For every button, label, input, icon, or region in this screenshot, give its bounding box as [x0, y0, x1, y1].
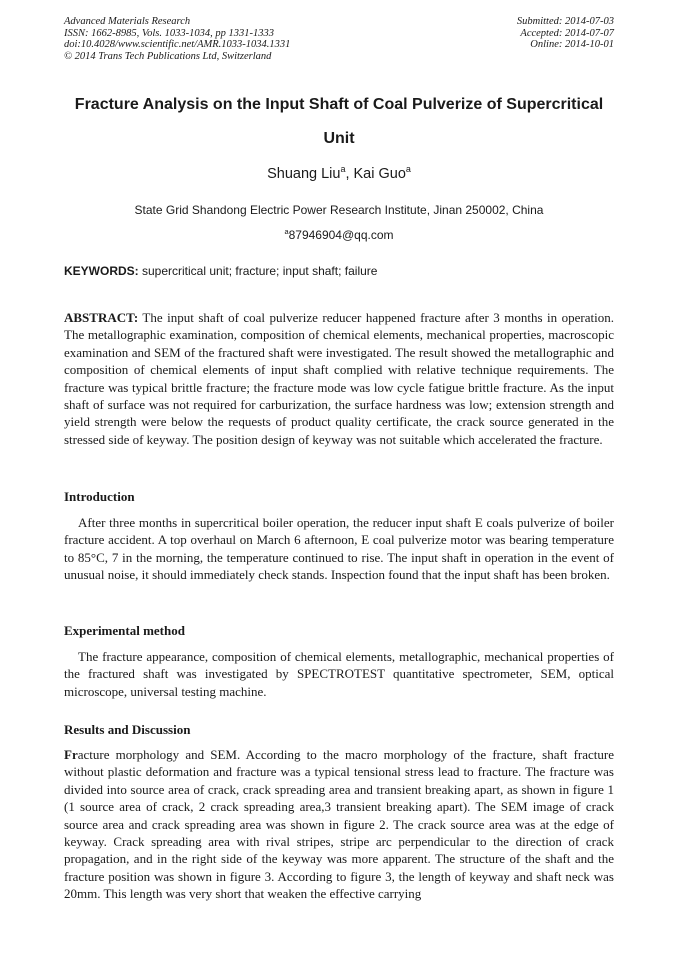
contact-email	[0, 228, 678, 242]
keywords	[64, 264, 614, 278]
online-date: Online: 2014-10-01	[530, 39, 614, 51]
paper-title	[40, 88, 638, 156]
author-2: Kai Guo	[353, 166, 406, 182]
author-list	[0, 166, 678, 182]
experimental-paragraph: The fracture appearance, composition of chemical elements, metallographic, mechanical properties of the fractured shaft was investigated by SPECTROTEST quantitative spectrometer, SEM, optical microscope, universal testing machine.	[64, 649, 614, 699]
publication-dates	[517, 16, 614, 51]
submitted-date: Submitted: 2014-07-03	[516, 16, 614, 27]
title-line-1: Fracture Analysis on the Input Shaft of Coal Pulverize of Supercritical	[74, 96, 604, 113]
affiliation: State Grid Shandong Electric Power Research Institute, Jinan 250002, China	[134, 203, 544, 217]
author-2-affil-mark: a	[405, 164, 411, 175]
author-separator: ,	[345, 166, 354, 182]
email-affil-mark: a	[284, 227, 289, 236]
author-1-affil-mark: a	[340, 164, 346, 175]
journal-name: Advanced Materials Research	[64, 16, 191, 27]
results-lead: Fr	[64, 747, 78, 762]
abstract-text: The input shaft of coal pulverize reducer happened fracture after 3 months in operation. The metallographic examination, composition of chemical elements, mechanical properties, macroscopic examination and SEM of the fractured shaft were investigated. The result showed the metallographic and composition of chemical elements of input shaft complied with relative technique requirements. The fracture was typical brittle fracture; the fracture mode was low cycle fatigue brittle fracture. As the input shaft of surface was not required for carburization, the surface hardness was low; extension strength and yield strength were below the requests of product quality certificate, the crack source generated in the stressed side of keyway. The position design of keyway was not suitable which accelerated the fracture.	[64, 310, 614, 447]
abstract-label: ABSTRACT:	[64, 310, 139, 325]
results-paragraph	[64, 746, 614, 903]
introduction-heading: Introduction	[64, 489, 135, 504]
abstract	[64, 309, 614, 448]
title-line-2: Unit	[323, 130, 355, 147]
email-address: 87946904@qq.com	[288, 228, 394, 242]
results-text: acture morphology and SEM. According to the macro morphology of the fracture, shaft fracture without plastic deformation and fracture was a typical tensional stress lead to fracture. The fracture was divided into source area of crack, crack spreading area and transient breaking apart, as shown in figure 1 (1 source area of crack, 2 crack spreading area,3 transient breaking apart). The SEM image of crack source area and crack spreading area was shown in figure 2. The crack source area was at the edge of keyway. Crack spreading area with rival stripes, stripe arc perpendicular to the direction of crack propagation, and in the right side of the keyway was more apparent. The structure of the shaft and the fracture position was shown in figure 3. According to figure 3, the length of keyway and shaft neck was 20mm. This length was very short that weaken the effective carrying	[64, 747, 614, 902]
doi-line: doi:10.4028/www.scientific.net/AMR.1033-1034.1331	[64, 39, 291, 51]
journal-info	[64, 16, 290, 62]
keywords-label: KEYWORDS:	[64, 264, 139, 278]
issn-line: ISSN: 1662-8985, Vols. 1033-1034, pp 1331-1333	[64, 27, 274, 39]
introduction-paragraph: After three months in supercritical boiler operation, the reducer input shaft E coals pulverize of boiler fracture accident. A top overhaul on March 6 afternoon, E coal pulverize motor was bearing temperature to 85°C, 7 in the morning, the temperature continued to rise. The input shaft in operation in the event of unusual noise, it should immediately check stands. Inspection found that the input shaft has been broken.	[64, 515, 614, 583]
accepted-date: Accepted: 2014-07-07	[520, 27, 614, 39]
keywords-text: supercritical unit; fracture; input shaft; failure	[138, 264, 378, 278]
results-heading: Results and Discussion	[64, 722, 191, 737]
copyright-line: © 2014 Trans Tech Publications Ltd, Switzerland	[64, 50, 272, 62]
author-1: Shuang Liu	[267, 166, 341, 182]
experimental-heading: Experimental method	[64, 623, 185, 638]
